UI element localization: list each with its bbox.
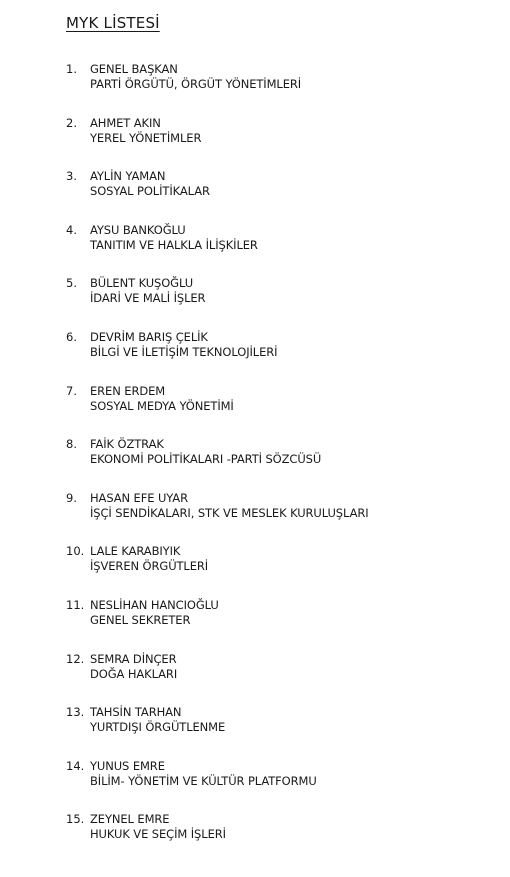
member-role: İŞVEREN ÖRGÜTLERİ [90,559,209,574]
member-name: YUNUS EMRE [90,758,165,773]
member-name: FAİK ÖZTRAK [90,437,164,452]
member-name: NESLİHAN HANCIOĞLU [90,597,219,612]
item-number: 8. [66,437,77,452]
item-number: 12. [66,651,85,666]
item-number: 15. [66,812,85,827]
list-item [66,384,496,438]
list-item [66,330,496,384]
member-name: ZEYNEL EMRE [90,812,170,827]
list-item [66,705,496,759]
member-name: AYLİN YAMAN [90,169,166,184]
list-item [66,759,496,813]
list-item [66,223,496,277]
member-role: EKONOMİ POLİTİKALARI -PARTİ SÖZCÜSÜ [90,452,322,467]
list-item [66,544,496,598]
member-role: BİLİM- YÖNETİM VE KÜLTÜR PLATFORMU [90,773,317,788]
list-item [66,812,496,866]
member-role: SOSYAL POLİTİKALAR [90,184,210,199]
member-name: EREN ERDEM [90,383,166,398]
list-item [66,437,496,491]
member-name: AHMET AKIN [90,115,161,130]
list-item [66,276,496,330]
item-number: 13. [66,705,85,720]
item-number: 6. [66,329,77,344]
member-name: LALE KARABIYIK [90,544,181,559]
item-number: 3. [66,169,77,184]
item-number: 4. [66,222,77,237]
item-number: 1. [66,62,77,76]
member-role: PARTİ ÖRGÜTÜ, ÖRGÜT YÖNETİMLERİ [90,77,302,91]
list-item [66,491,496,545]
member-name: HASAN EFE UYAR [90,490,188,505]
member-list [66,62,496,866]
member-role: SOSYAL MEDYA YÖNETİMİ [90,398,234,413]
item-number: 5. [66,276,77,291]
member-name: GENEL BAŞKAN [90,62,178,76]
member-role: İDARİ VE MALİ İŞLER [90,291,206,306]
item-number: 2. [66,115,77,130]
member-role: TANITIM VE HALKLA İLİŞKİLER [90,237,258,252]
member-role: HUKUK VE SEÇİM İŞLERİ [90,827,226,842]
list-item [66,652,496,706]
member-role: YURTDIŞI ÖRGÜTLENME [90,720,226,735]
list-item [66,598,496,652]
member-role: YEREL YÖNETİMLER [90,130,202,145]
member-role: BİLGİ VE İLETİŞİM TEKNOLOJİLERİ [90,344,278,359]
item-number: 9. [66,490,77,505]
item-number: 14. [66,758,85,773]
list-item [66,116,496,170]
list-item [66,169,496,223]
member-role: DOĞA HAKLARI [90,666,178,681]
member-name: SEMRA DİNÇER [90,651,177,666]
member-name: BÜLENT KUŞOĞLU [90,276,194,291]
item-number: 11. [66,597,85,612]
member-role: İŞÇİ SENDİKALARI, STK VE MESLEK KURULUŞLARI [90,505,369,520]
page-title: MYK LİSTESİ [66,14,160,32]
member-name: DEVRİM BARIŞ ÇELİK [90,329,208,344]
item-number: 7. [66,383,77,398]
item-number: 10. [66,544,85,559]
member-name: TAHSİN TARHAN [90,705,182,720]
member-name: AYSU BANKOĞLU [90,222,186,237]
list-item [66,62,496,116]
member-role: GENEL SEKRETER [90,612,191,627]
